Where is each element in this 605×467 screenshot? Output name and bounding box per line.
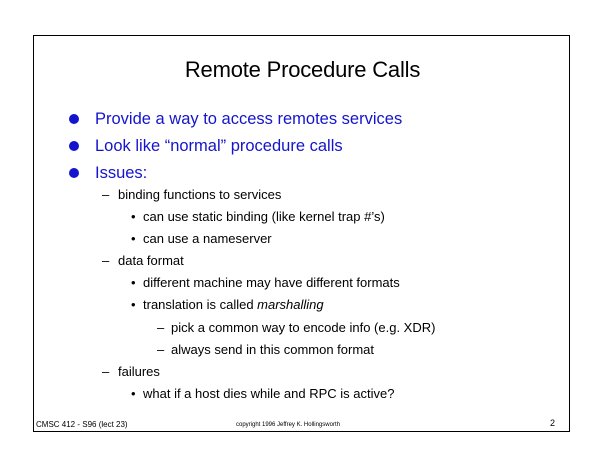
data-format-different-machines: different machine may have different formats bbox=[143, 275, 400, 290]
binding-static: can use static binding (like kernel trap #’s) bbox=[143, 209, 385, 224]
marshalling-term: marshalling bbox=[257, 297, 324, 312]
marshalling-common-encoding: pick a common way to encode info (e.g. XDR) bbox=[171, 320, 436, 335]
slide-frame bbox=[33, 35, 570, 432]
small-bullet-marker: • bbox=[131, 297, 136, 312]
failures-host-dies: what if a host dies while and RPC is active? bbox=[143, 386, 395, 401]
bullet-dot-icon bbox=[69, 141, 79, 151]
bullet-dot-icon bbox=[69, 168, 79, 178]
small-bullet-marker: • bbox=[131, 275, 136, 290]
dash-marker: – bbox=[102, 253, 110, 268]
footer-copyright: copyright 1996 Jeffrey K. Hollingsworth bbox=[236, 422, 340, 428]
small-bullet-marker: • bbox=[131, 209, 136, 224]
bullet-access-remote-services: Provide a way to access remotes services bbox=[95, 110, 403, 128]
marshalling-common-format: always send in this common format bbox=[171, 342, 375, 357]
issue-failures: failures bbox=[118, 364, 160, 379]
dash-marker: – bbox=[157, 320, 165, 335]
bullet-issues: Issues: bbox=[95, 164, 148, 182]
small-bullet-marker: • bbox=[131, 386, 136, 401]
bullet-normal-procedure-calls: Look like “normal” procedure calls bbox=[95, 137, 343, 155]
slide-title: Remote Procedure Calls bbox=[184, 57, 421, 82]
footer-course: CMSC 412 - S96 (lect 23) bbox=[36, 420, 128, 429]
data-format-marshalling bbox=[143, 297, 324, 313]
dash-marker: – bbox=[157, 342, 165, 357]
dash-marker: – bbox=[102, 364, 110, 379]
issue-binding: binding functions to services bbox=[118, 187, 282, 202]
bullet-dot-icon bbox=[69, 114, 79, 124]
dash-marker: – bbox=[102, 187, 110, 202]
issue-data-format: data format bbox=[118, 253, 184, 268]
small-bullet-marker: • bbox=[131, 231, 136, 246]
page-number: 2 bbox=[550, 418, 556, 428]
marshalling-prefix: translation is called bbox=[143, 297, 258, 312]
binding-nameserver: can use a nameserver bbox=[143, 231, 272, 246]
